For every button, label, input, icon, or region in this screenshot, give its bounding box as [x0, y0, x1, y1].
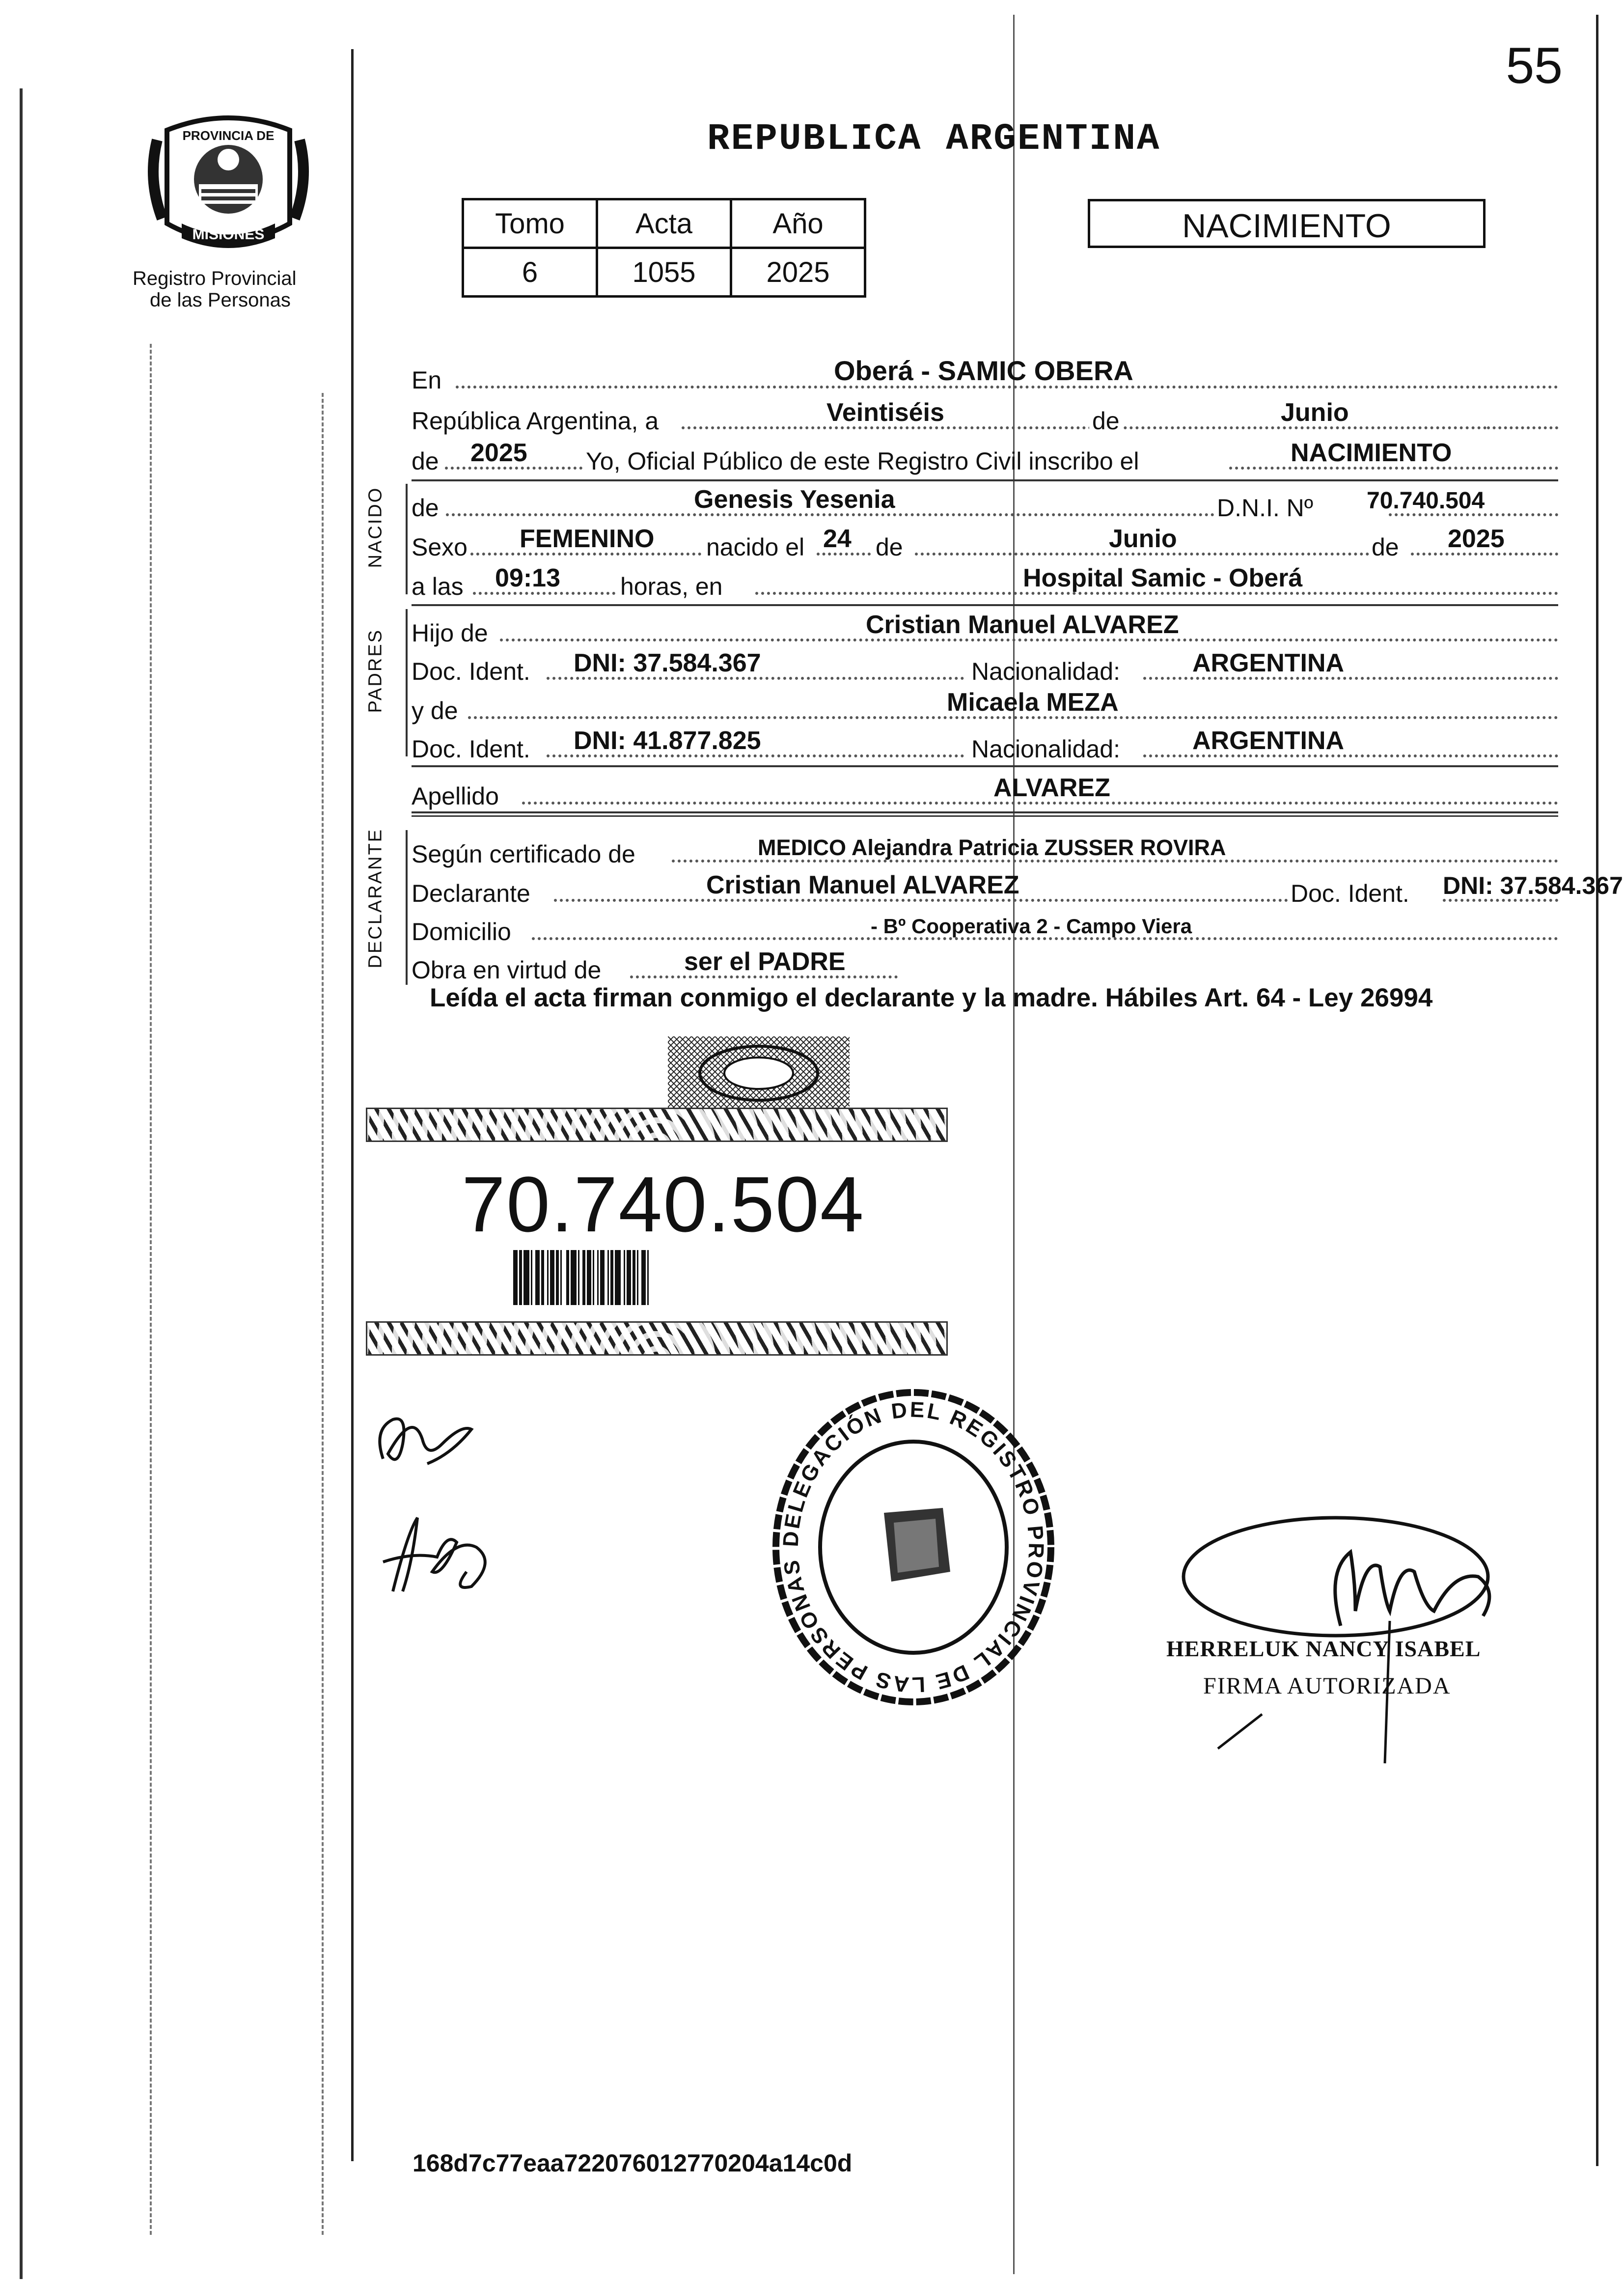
logo-text-bottom: MISIONES: [192, 226, 265, 243]
row-fecha: [412, 397, 1558, 435]
label-alas: a las: [412, 573, 464, 600]
label-hijo: Hijo de: [412, 619, 488, 647]
value-obra: ser el PADRE: [684, 947, 846, 976]
separator-2: [412, 604, 1558, 606]
acta-header-anio: Año: [731, 199, 865, 248]
barcode-bar: [571, 1250, 577, 1305]
registry-caption: [133, 268, 296, 311]
barcode-bar: [649, 1250, 652, 1305]
province-logo: [147, 111, 309, 258]
row-inscripcion: [412, 437, 1558, 475]
acta-value-row: [463, 248, 865, 297]
value-inscripcion: NACIMIENTO: [1291, 439, 1452, 467]
value-lugar-nacimiento: Hospital Samic - Oberá: [1023, 564, 1303, 592]
barcode-bar: [562, 1250, 566, 1305]
closing-statement: Leída el acta firman conmigo el declarante y la madre. Hábiles Art. 64 - Ley 26994: [430, 983, 1433, 1012]
logo-text-top: PROVINCIA DE: [182, 128, 275, 143]
label-nac1: Nacionalidad:: [971, 658, 1120, 685]
label-de4: de: [876, 533, 903, 561]
label-inscribo: Yo, Oficial Público de este Registro Civil inscribo el: [586, 447, 1139, 475]
value-hora: 09:13: [495, 564, 560, 592]
label-doc3: Doc. Ident.: [1291, 880, 1409, 907]
barcode-bar: [627, 1250, 631, 1305]
binding-edge: [20, 88, 23, 2279]
label-nacido: nacido el: [706, 533, 805, 561]
row-padre: [412, 609, 1558, 647]
document-title: REPUBLICA ARGENTINA: [707, 118, 1161, 160]
value-nacido-dia: 24: [823, 525, 852, 553]
value-madre-nac: ARGENTINA: [1192, 726, 1345, 755]
separator-1: [412, 479, 1558, 481]
label-doc2: Doc. Ident.: [412, 735, 530, 763]
center-fold-line: [1013, 15, 1015, 2274]
punch-line-left: [150, 344, 152, 2235]
row-domicilio: [412, 908, 1558, 946]
row-padre-doc: [412, 647, 1558, 686]
registry-caption-line1: Registro Provincial: [133, 268, 297, 289]
barcode-bar: [600, 1250, 605, 1305]
separator-4b: [412, 815, 1558, 817]
acta-value-acta: 1055: [597, 248, 731, 297]
security-band-top: [366, 1108, 948, 1142]
declarante-sidebar-line: [406, 830, 408, 985]
label-domicilio: Domicilio: [412, 918, 511, 946]
value-padre-nac: ARGENTINA: [1192, 649, 1345, 677]
official-seal: [766, 1385, 1061, 1709]
value-lugar: Oberá - SAMIC OBERA: [834, 355, 1133, 386]
label-de5: de: [1372, 533, 1399, 561]
value-dni: 70.740.504: [1367, 488, 1485, 514]
row-declarante: [412, 869, 1623, 908]
label-sexo: Sexo: [412, 533, 468, 561]
barcode-bar: [513, 1250, 518, 1305]
row-madre: [412, 687, 1558, 725]
nacido-sidebar-line: [406, 484, 408, 594]
acta-value-anio: 2025: [731, 248, 865, 297]
label-republica: República Argentina, a: [412, 407, 659, 435]
barcode-bar: [535, 1250, 540, 1305]
document-hash: 168d7c77eaa722076012770204a14c0d: [413, 2149, 853, 2177]
row-apellido: [412, 772, 1558, 810]
separator-3: [412, 765, 1558, 767]
value-nacido-mes: Junio: [1109, 525, 1177, 553]
acta-header-acta: Acta: [597, 199, 731, 248]
barcode-bar: [615, 1250, 621, 1305]
section-label-nacido: NACIDO: [365, 486, 386, 568]
row-nombre: [412, 484, 1558, 522]
label-nac2: Nacionalidad:: [971, 735, 1120, 763]
section-label-declarante: DECLARANTE: [365, 828, 386, 969]
signatory-title: FIRMA AUTORIZADA: [1203, 1673, 1451, 1699]
row-hora: [412, 562, 1558, 601]
barcode-number: 70.740.504: [462, 1160, 865, 1248]
value-mes: Junio: [1281, 398, 1349, 427]
section-label-padres: PADRES: [365, 629, 386, 713]
page-number: 55: [1506, 37, 1563, 94]
label-horas: horas, en: [620, 573, 723, 600]
row-madre-doc: [412, 725, 1558, 763]
value-dia-texto: Veintiséis: [826, 398, 944, 427]
handwritten-initials-1: [368, 1400, 481, 1478]
left-margin-line: [351, 49, 354, 2161]
barcode-bar: [523, 1250, 529, 1305]
label-yde: y de: [412, 697, 458, 724]
value-madre-doc: DNI: 41.877.825: [574, 726, 761, 755]
label-doc1: Doc. Ident.: [412, 658, 530, 685]
acta-value-tomo: 6: [463, 248, 597, 297]
handwritten-initials-2: [373, 1503, 511, 1601]
acta-table: [462, 198, 866, 298]
security-band-bottom: [366, 1321, 948, 1356]
barcode: [513, 1250, 818, 1305]
label-declarante: Declarante: [412, 880, 530, 907]
label-obra: Obra en virtud de: [412, 956, 602, 984]
label-dni: D.N.I. Nº: [1217, 494, 1314, 522]
acta-header-row: [463, 199, 865, 248]
value-declarante: Cristian Manuel ALVAREZ: [706, 871, 1019, 899]
value-padre-doc: DNI: 37.584.367: [574, 649, 761, 677]
registry-caption-line2: de las Personas: [150, 289, 291, 311]
value-nacido-anio: 2025: [1448, 525, 1505, 553]
label-apellido: Apellido: [412, 782, 499, 810]
acta-header-tomo: Tomo: [463, 199, 597, 248]
value-madre: Micaela MEZA: [947, 688, 1119, 717]
seal-text: DELEGACIÓN DEL REGISTRO PROVINCIAL DE LAS PERSONAS: [778, 1397, 1048, 1697]
value-padre: Cristian Manuel ALVAREZ: [866, 611, 1179, 639]
label-de1: de: [1089, 407, 1123, 435]
label-en: En: [412, 366, 442, 394]
value-apellido: ALVAREZ: [993, 774, 1110, 802]
row-obra: [412, 946, 1558, 984]
punch-line-right: [322, 393, 324, 2235]
row-lugar: [412, 356, 1558, 394]
value-declarante-doc: DNI: 37.584.367: [1443, 872, 1623, 899]
security-hologram: [668, 1036, 850, 1110]
right-margin-line: [1596, 15, 1598, 2166]
record-type-box: NACIMIENTO: [1088, 199, 1486, 248]
barcode-bar: [641, 1250, 646, 1305]
value-certificado: MEDICO Alejandra Patricia ZUSSER ROVIRA: [758, 835, 1226, 860]
barcode-bar: [587, 1250, 591, 1305]
row-sexo: [412, 523, 1558, 561]
barcode-bar: [550, 1250, 554, 1305]
separator-4: [412, 811, 1558, 813]
value-sexo: FEMENINO: [520, 525, 655, 553]
value-anio: 2025: [470, 439, 527, 467]
value-nombre: Genesis Yesenia: [694, 485, 895, 514]
label-certificado: Según certificado de: [412, 840, 635, 868]
row-certificado: [412, 830, 1558, 868]
padres-sidebar-line: [406, 609, 408, 756]
label-de3: de: [412, 494, 439, 522]
signatory-name: HERRELUK NANCY ISABEL: [1166, 1636, 1481, 1661]
label-de2: de: [412, 447, 439, 475]
value-domicilio: - Bº Cooperativa 2 - Campo Viera: [871, 915, 1192, 938]
